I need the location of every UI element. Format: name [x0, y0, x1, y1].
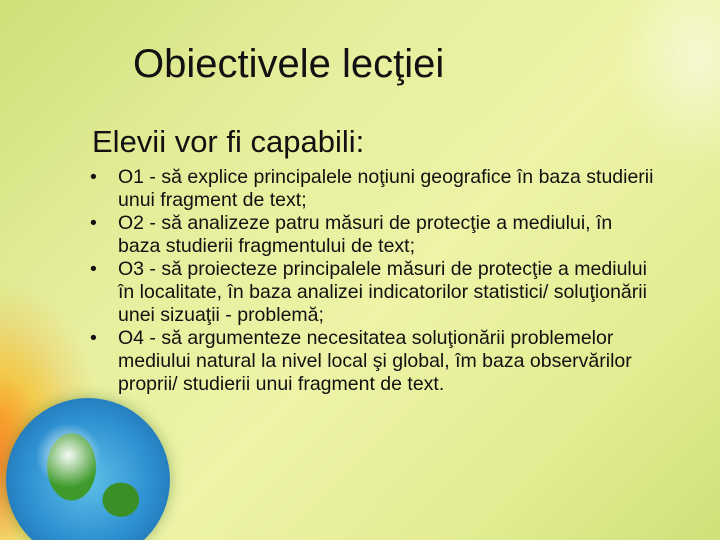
- slide-title: Obiectivele lecţiei: [133, 42, 445, 86]
- objective-text: O4 - să argumenteze necesitatea soluţionării problemelor mediului natural la nivel local şi global, îm baza observărilor proprii/ studierii unui fragment de text.: [118, 327, 632, 395]
- objective-text: O1 - să explice principalele noţiuni geografice în baza studierii unui fragment de text;: [118, 166, 654, 211]
- objective-text: O2 - să analizeze patru măsuri de protecţie a mediului, în baza studierii fragmentului de text;: [118, 212, 613, 257]
- bullet-icon: •: [90, 212, 97, 234]
- list-item: [90, 166, 658, 212]
- slide-subtitle: Elevii vor fi capabili:: [92, 124, 365, 159]
- bullet-icon: •: [90, 258, 97, 280]
- bullet-icon: •: [90, 327, 97, 349]
- list-item: [90, 212, 658, 258]
- list-item: [90, 327, 658, 396]
- bullet-icon: •: [90, 166, 97, 188]
- objectives-list: [90, 166, 658, 396]
- objective-text: O3 - să proiecteze principalele măsuri de protecţie a mediului în localitate, în baza analizei indicatorilor statistici/ soluţionării unei sizuaţii - problemă;: [118, 258, 647, 326]
- list-item: [90, 258, 658, 327]
